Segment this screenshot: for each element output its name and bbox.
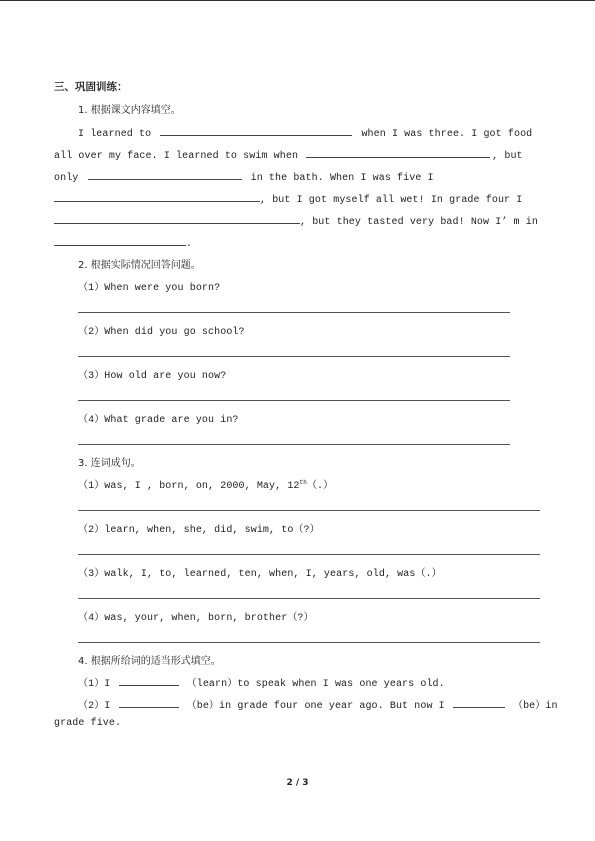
q1-blank-3[interactable] <box>88 168 242 180</box>
q1-text: I learned to <box>78 129 152 140</box>
answer-line[interactable] <box>78 400 510 401</box>
q3-item-1 <box>78 476 333 492</box>
q3-title: 3. 连词成句。 <box>78 458 141 469</box>
q4-text: （2）I <box>78 701 111 712</box>
q4-title: 4. 根据所给词的适当形式填空。 <box>78 656 221 667</box>
q1-blank-5[interactable] <box>54 212 300 224</box>
q4-text: （learn）to speak when I was one years old. <box>186 679 445 690</box>
q1-text: . <box>186 239 193 250</box>
q4-item-1 <box>78 674 445 690</box>
q1-blank-1[interactable] <box>160 124 352 136</box>
q1-text: , but <box>492 151 523 162</box>
q1-line-4 <box>54 190 522 206</box>
q3-item-3: （3）walk, I, to, learned, ten, when, I, years, old, was（.） <box>78 569 442 580</box>
q2-question-1: （1）When were you born? <box>78 283 221 294</box>
q3-item-2: （2）learn, when, she, did, swim, to（?） <box>78 525 320 536</box>
q4-blank-1[interactable] <box>119 674 179 686</box>
q3-punct: （.） <box>306 481 334 492</box>
q1-line-2 <box>54 146 523 162</box>
answer-line[interactable] <box>78 554 540 555</box>
ordinal-suffix: th <box>299 479 307 486</box>
q1-text: in the bath. When I was five I <box>250 173 434 184</box>
q1-blank-6[interactable] <box>54 234 186 246</box>
q2-title: 2. 根据实际情况回答问题。 <box>78 260 201 271</box>
q1-text: only <box>54 173 79 184</box>
q1-line-1 <box>78 124 532 140</box>
page-number: 2 / 3 <box>286 778 309 788</box>
q1-text: when I was three. I got food <box>361 129 533 140</box>
top-rule <box>0 0 595 1</box>
answer-line[interactable] <box>78 642 540 643</box>
q4-blank-2[interactable] <box>119 696 179 708</box>
q4-item-2 <box>78 696 558 712</box>
q1-text: , but I got myself all wet! In grade four I <box>260 195 523 206</box>
section-title: 三、巩固训练： <box>54 81 128 93</box>
answer-line[interactable] <box>78 510 540 511</box>
q1-title: 1. 根据课文内容填空。 <box>78 105 181 116</box>
q4-item-2-cont: grade five. <box>54 718 122 729</box>
answer-line[interactable] <box>78 598 540 599</box>
q1-line-6 <box>54 234 192 250</box>
answer-line[interactable] <box>78 356 510 357</box>
q1-line-5 <box>54 212 538 228</box>
q2-question-4: （4）What grade are you in? <box>78 415 239 426</box>
q4-text: （be）in grade four one year ago. But now I <box>186 701 445 712</box>
q4-text: （1）I <box>78 679 111 690</box>
q1-blank-4[interactable] <box>54 190 260 202</box>
q2-question-3: （3）How old are you now? <box>78 371 227 382</box>
q1-text: , but they tasted very bad! Now I’ m in <box>300 217 538 228</box>
q1-text: all over my face. I learned to swim when <box>54 151 299 162</box>
q3-item-4: （4）was, your, when, born, brother（?） <box>78 613 314 624</box>
answer-line[interactable] <box>78 444 510 445</box>
q4-text: （be）in <box>512 701 558 712</box>
q2-question-2: （2）When did you go school? <box>78 327 245 338</box>
q1-line-3 <box>54 168 434 184</box>
q1-blank-2[interactable] <box>306 146 490 158</box>
answer-line[interactable] <box>78 312 510 313</box>
q4-blank-3[interactable] <box>453 696 505 708</box>
q3-words: （1）was, I , born, on, 2000, May, 12 <box>78 481 300 492</box>
